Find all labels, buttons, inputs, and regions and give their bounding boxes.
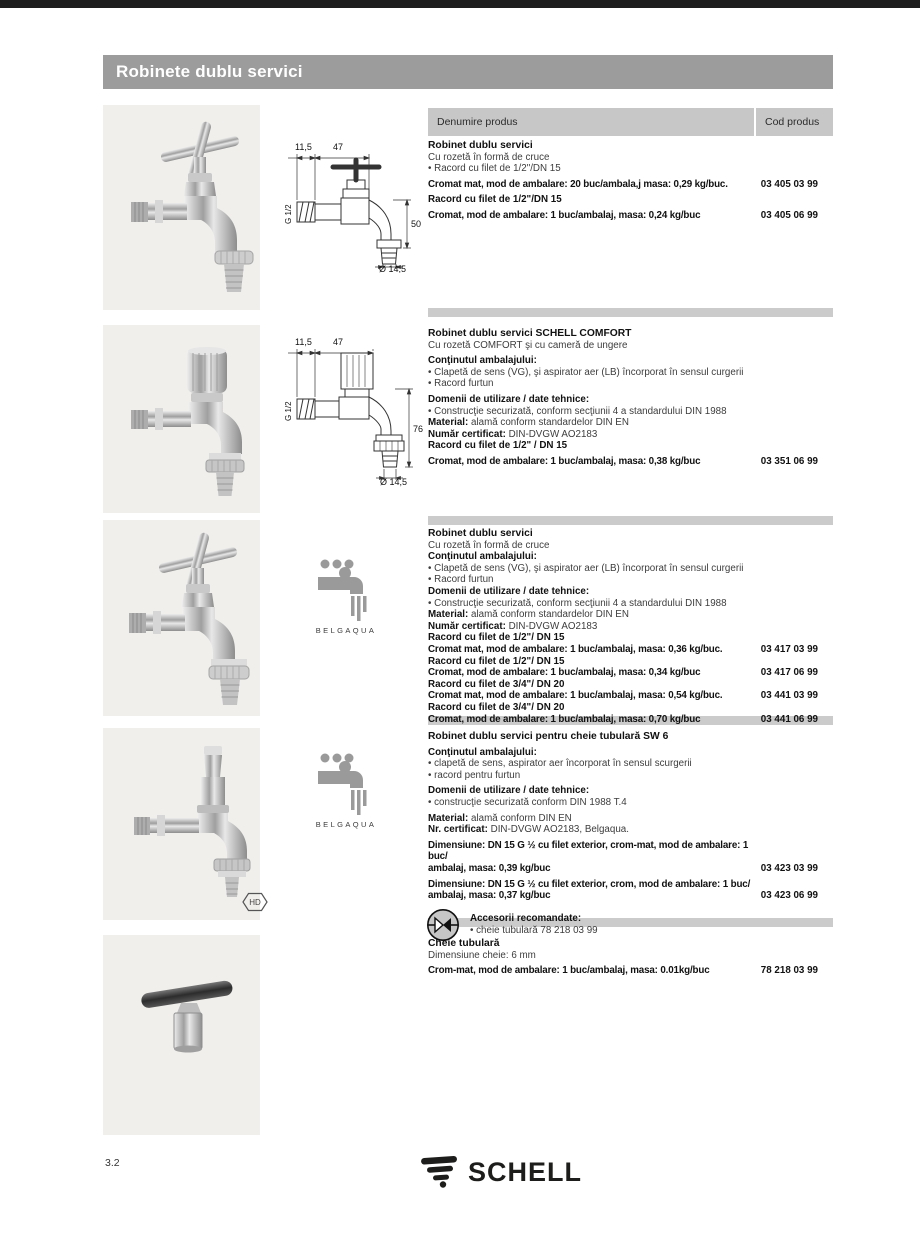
faucet-comfort-image: [103, 325, 260, 513]
spec-line: Număr certificat: DIN-DVGW AO2183: [428, 620, 598, 632]
product-title: Robinet dublu servici: [428, 140, 533, 151]
product-row-text-line: Dimensiune: DN 15 G ½ cu filet exterior, crom, mod de ambalare: 1 buc/: [428, 878, 751, 890]
description-line: • Racord cu filet de 1/2"/DN 15: [428, 163, 561, 175]
product-row-text: Cromat mat, mod de ambalare: 1 buc/ambalaj, masa: 0,54 kg/buc.: [428, 690, 723, 702]
product-code: 03 405 06 99: [760, 209, 818, 221]
spec-heading: Domenii de utilizare / date tehnice:: [428, 393, 590, 405]
product-row: [428, 456, 833, 468]
product-section-5: [428, 938, 833, 977]
belgaqua-label: BELGAQUA: [315, 820, 377, 829]
product-row: [428, 690, 833, 702]
faucet-cross-image-2: [103, 520, 260, 716]
product-row-text: Cromat, mod de ambalare: 1 buc/ambalaj, masa: 0,70 kg/buc: [428, 713, 701, 725]
dim-height-label: 76: [413, 424, 423, 434]
spec-heading: Racord cu filet de 3/4"/ DN 20: [428, 701, 565, 713]
product-code: 03 405 03 99: [760, 178, 818, 190]
product-photo-socket-key: [103, 935, 260, 1135]
section-divider: [428, 308, 833, 317]
dim-offset-label: 11,5: [295, 142, 312, 152]
dim-width-label: 47: [333, 337, 344, 347]
spec-line: Material: alamă conform standardelor DIN EN: [428, 609, 629, 621]
description-line: • clapetă de sens, aspirator aer încorporat în sensul scurgerii: [428, 758, 692, 770]
belgaqua-faucet-icon: [318, 754, 367, 816]
spec-heading: Racord cu filet de 1/2"/ DN 15: [428, 655, 565, 667]
product-code: 03 351 06 99: [760, 455, 818, 467]
valve-icon: [426, 908, 460, 942]
product-code: 03 441 03 99: [760, 690, 818, 702]
product-code: 03 423 06 99: [760, 890, 818, 902]
spec-heading: Racord cu filet de 1/2"/ DN 15: [428, 632, 565, 644]
product-photo-cross-tap: [103, 105, 260, 310]
description-line: • Racord furtun: [428, 378, 494, 390]
product-row-text-line: ambalaj, masa: 0,39 kg/buc: [428, 862, 551, 874]
product-row-text: Cromat, mod de ambalare: 1 buc/ambalaj, masa: 0,34 kg/buc: [428, 667, 701, 679]
spec-line: Nr. certificat: DIN-DVGW AO2183, Belgaqua.: [428, 824, 629, 836]
description-line: • Racord furtun: [428, 574, 494, 586]
dim-offset-label: 11,5: [295, 337, 312, 347]
page-number: 3.2: [105, 1157, 120, 1169]
dim-outlet-label: Ø 14,5: [379, 264, 407, 273]
section-divider: [428, 516, 833, 525]
description-line: • Clapetă de sens (VG), şi aspirator aer (LB) încorporat în sensul curgerii: [428, 562, 744, 574]
description-line: Dimensiune cheie: 6 mm: [428, 949, 536, 961]
accessory-title: Accesorii recomandate:: [470, 913, 582, 925]
faucet-socket-key-image: [103, 728, 260, 920]
spec-line: Număr certificat: DIN-DVGW AO2183: [428, 428, 598, 440]
product-row-text: Cromat, mod de ambalare: 1 buc/ambalaj, masa: 0,24 kg/buc: [428, 209, 701, 221]
belgaqua-badge: [314, 750, 378, 830]
product-section-3: [428, 528, 833, 725]
socket-key-image: [103, 935, 260, 1135]
accessory-text: [470, 913, 598, 936]
product-row: [428, 714, 833, 726]
faucet-socket-key-shape: [134, 746, 250, 897]
table-header-code: Cod produs: [756, 108, 833, 136]
description-line: Cu rozetă în formă de cruce: [428, 539, 550, 551]
spec-heading: Conţinutul ambalajului:: [428, 355, 537, 367]
dim-height-label: 50: [411, 219, 422, 229]
faucet-cross-shape-2: [129, 532, 249, 705]
product-photo-socket-key-tap: [103, 728, 260, 920]
description-line: • racord pentru furtun: [428, 769, 521, 781]
product-title: Cheie tubulară: [428, 938, 500, 949]
product-row-text-line: ambalaj, masa: 0,37 kg/buc: [428, 890, 551, 902]
dim-outlet-label: Ø 14,5: [380, 477, 408, 487]
top-edge-bar: [0, 0, 920, 8]
dim-thread-label: G 1/2: [284, 401, 293, 421]
brand-name: SCHELL: [468, 1157, 582, 1187]
hd-label: HD: [249, 898, 261, 907]
accessory-block: [428, 908, 833, 942]
product-row: [428, 965, 833, 977]
brand-logo: [420, 1150, 590, 1192]
product-row: [428, 879, 833, 902]
product-row-text: [428, 879, 755, 902]
product-row-text-line: Dimensiune: DN 15 G ½ cu filet exterior, crom-mat, mod de ambalare: 1 buc/: [428, 839, 749, 863]
product-code: 03 417 06 99: [760, 667, 818, 679]
product-row-text: Cromat, mod de ambalare: 1 buc/ambalaj, masa: 0,38 kg/buc: [428, 455, 701, 467]
spec-heading: Conţinutul ambalajului:: [428, 746, 537, 758]
product-code: 78 218 03 99: [760, 965, 818, 977]
spec-heading: Domenii de utilizare / date tehnice:: [428, 585, 590, 597]
accessory-item: • cheie tubulară 78 218 03 99: [470, 924, 598, 936]
spec-line: Material: alamă conform standardelor DIN EN: [428, 417, 629, 429]
belgaqua-label: BELGAQUA: [315, 626, 377, 635]
spec-heading: Racord cu filet de 1/2" / DN 15: [428, 440, 568, 452]
tech-drawing-cross-tap: [283, 138, 423, 273]
product-section-1: [428, 140, 833, 222]
schell-logo-icon: [421, 1156, 457, 1188]
description-line: • Clapetă de sens (VG), şi aspirator aer (LB) încorporat în sensul curgerii: [428, 366, 744, 378]
product-row-text: Crom-mat, mod de ambalare: 1 buc/ambalaj, masa: 0.01kg/buc: [428, 965, 710, 977]
faucet-comfort-shape: [131, 347, 244, 496]
product-row: [428, 644, 833, 656]
product-row-text: Cromat mat, mod de ambalare: 20 buc/ambala,j masa: 0,29 kg/buc.: [428, 178, 728, 190]
spec-heading: Domenii de utilizare / date tehnice:: [428, 785, 590, 797]
description-line: • Construcţie securizată, conform secţiunii 4 a standardului DIN 1988: [428, 597, 727, 609]
tech-drawing-comfort-tap: [283, 333, 423, 488]
product-photo-cross-tap-2: [103, 520, 260, 716]
hd-hexagon-icon: [242, 892, 268, 912]
product-photo-comfort-tap: [103, 325, 260, 513]
spec-line: Material: alamă conform DIN EN: [428, 812, 572, 824]
product-section-2: [428, 328, 833, 468]
product-code: 03 441 06 99: [760, 713, 818, 725]
product-row: [428, 210, 833, 222]
description-line: Cu rozetă în formă de cruce: [428, 151, 550, 163]
product-code: 03 417 03 99: [760, 643, 818, 655]
description-line: Cu rozetă COMFORT şi cu cameră de ungere: [428, 339, 628, 351]
product-row: [428, 179, 833, 191]
product-row: [428, 840, 833, 875]
product-row: [428, 667, 833, 679]
faucet-cross-image: [103, 105, 260, 310]
dim-thread-label: G 1/2: [284, 204, 293, 224]
belgaqua-badge: [314, 556, 378, 636]
product-section-4: [428, 731, 833, 942]
product-row-text: Cromat mat, mod de ambalare: 1 buc/ambalaj, masa: 0,36 kg/buc.: [428, 643, 723, 655]
dim-width-label: 47: [333, 142, 344, 152]
socket-key-shape: [140, 980, 233, 1053]
product-title: Robinet dublu servici SCHELL COMFORT: [428, 328, 632, 339]
description-line: • construcţie securizată conform DIN 1988 T.4: [428, 796, 627, 808]
faucet-cross-shape: [131, 121, 253, 292]
spec-heading: Racord cu filet de 1/2"/DN 15: [428, 194, 562, 206]
belgaqua-faucet-icon: [318, 560, 367, 622]
product-title: Robinet dublu servici pentru cheie tubulară SW 6: [428, 731, 669, 742]
page-title: Robinete dublu servici: [103, 55, 833, 89]
description-line: • Construcţie securizată, conform secţiunii 4 a standardului DIN 1988: [428, 405, 727, 417]
product-code: 03 423 03 99: [760, 862, 818, 874]
product-title: Robinet dublu servici: [428, 528, 533, 539]
product-row-text: [428, 840, 755, 875]
spec-heading: Racord cu filet de 3/4"/ DN 20: [428, 678, 565, 690]
spec-heading: Conţinutul ambalajului:: [428, 551, 537, 563]
table-header-product: Denumire produs: [428, 108, 754, 136]
